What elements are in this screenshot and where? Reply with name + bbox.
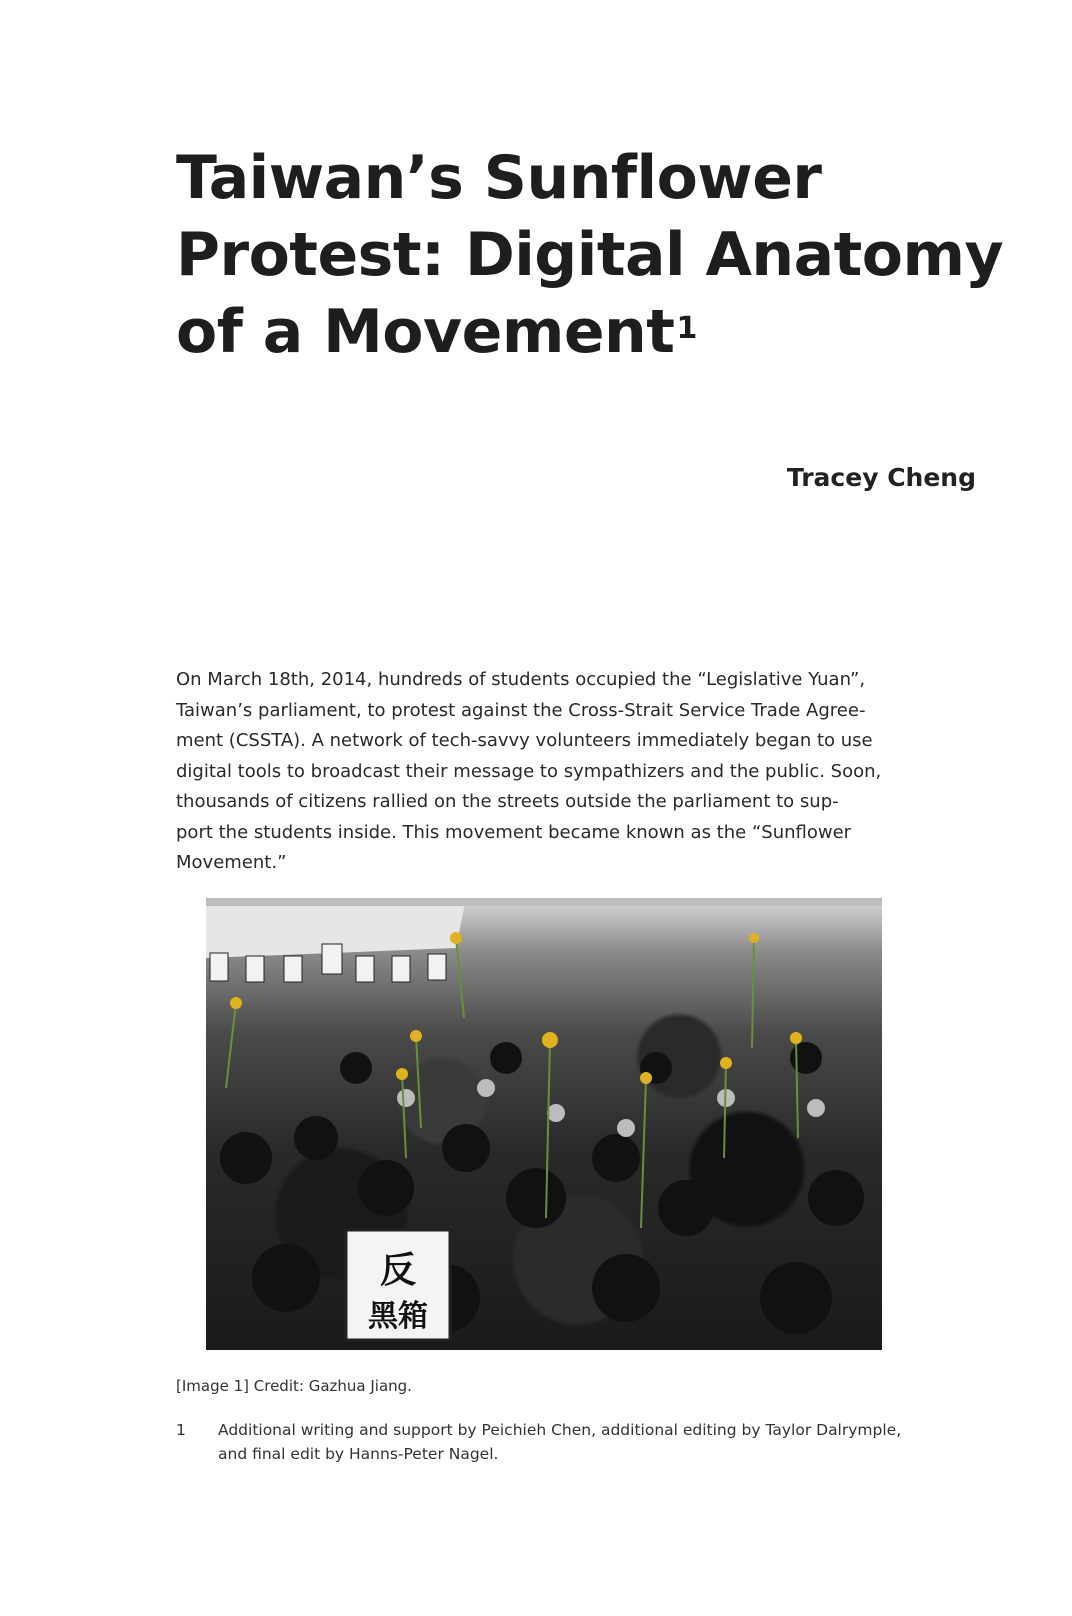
- article-title: [176, 140, 1004, 371]
- title-line-3-text: of a Movement: [176, 297, 675, 367]
- sunflower-icon: [410, 1030, 422, 1128]
- footnote-text: [218, 1418, 938, 1466]
- footnote-line: and final edit by Hanns-Peter Nagel.: [218, 1445, 499, 1463]
- protest-sign: [346, 1230, 450, 1340]
- sign-text-bottom: 黑箱: [368, 1299, 428, 1334]
- body-line: ment (CSSTA). A network of tech-savvy volunteers immediately began to use: [176, 730, 873, 751]
- sunflower-icon: [226, 997, 242, 1088]
- body-line: thousands of citizens rallied on the streets outside the parliament to sup-: [176, 791, 839, 812]
- sunflower-icon: [396, 1068, 408, 1158]
- sunflower-icon: [640, 1072, 652, 1228]
- crowd-heads: [220, 1042, 864, 1334]
- sunflower-icon: [720, 1057, 732, 1158]
- body-line: On March 18th, 2014, hundreds of students occupied the “Legislative Yuan”,: [176, 669, 866, 690]
- body-line: Taiwan’s parliament, to protest against the Cross-Strait Service Trade Agree-: [176, 699, 866, 721]
- image-caption: [Image 1] Credit: Gazhua Jiang.: [176, 1377, 412, 1395]
- footnote-number: 1: [176, 1421, 186, 1439]
- title-line-3: [176, 294, 996, 371]
- author-name: Tracey Cheng: [786, 463, 976, 492]
- sky-band: [206, 898, 882, 906]
- footnote-line: Additional writing and support by Peichieh Chen, additional editing by Taylor Dalrymple,: [218, 1421, 902, 1439]
- sign-text-top: 反: [379, 1250, 417, 1291]
- sunflower-icon: [749, 933, 759, 1048]
- protest-photo: [206, 898, 882, 1350]
- title-line-1: Taiwan’s Sunflower: [176, 143, 822, 213]
- title-line-2: Protest: Digital Anatomy: [176, 220, 1004, 290]
- body-line: port the students inside. This movement became known as the “Sunflower: [176, 821, 852, 843]
- protest-photo-illustration: [206, 898, 882, 1350]
- intro-paragraph: [176, 665, 936, 879]
- title-footnote-marker[interactable]: 1: [676, 311, 697, 346]
- body-line: Movement.”: [176, 852, 287, 873]
- body-line: digital tools to broadcast their message to sympathizers and the public. Soon,: [176, 760, 882, 782]
